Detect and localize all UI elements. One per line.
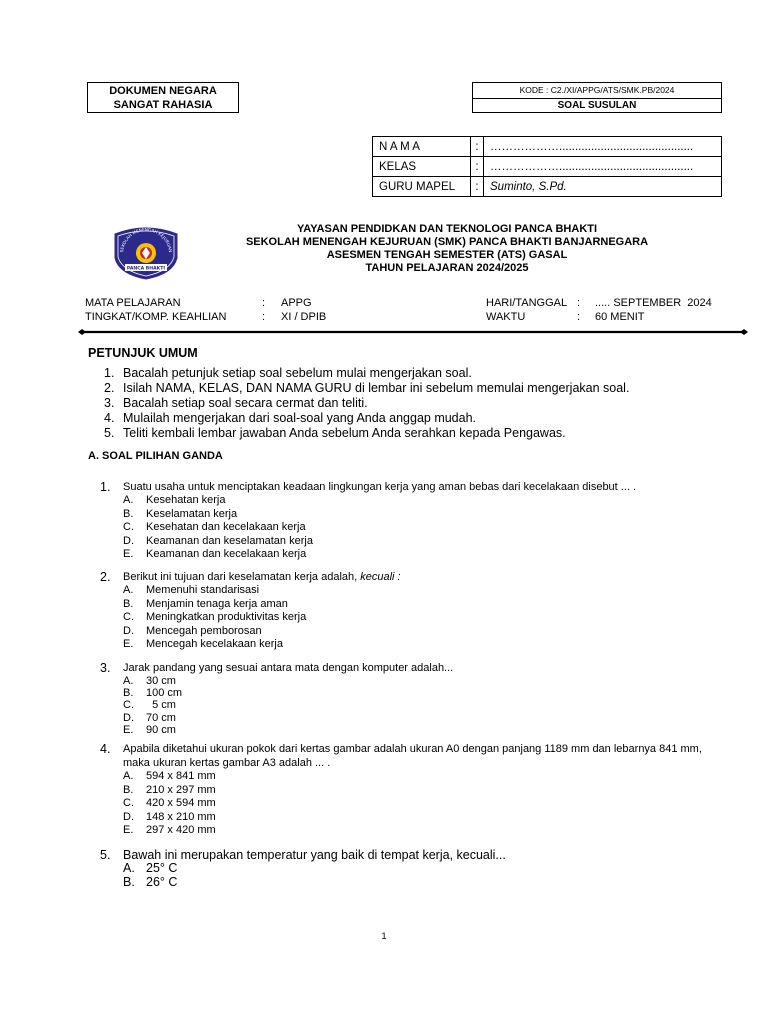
header-line-4: TAHUN PELAJARAN 2024/2025	[365, 262, 529, 274]
meta-separator: :	[577, 297, 581, 309]
answer-option[interactable]: E. Mencegah kecelakaan kerja	[123, 638, 283, 651]
answer-option[interactable]: A. 594 x 841 mm	[123, 770, 216, 782]
identity-label: GURU MAPEL	[373, 177, 471, 197]
instruction-item: 3. Bacalah setiap soal secara cermat dan teliti.	[104, 396, 368, 410]
answer-option[interactable]: A. 25° C	[123, 861, 178, 875]
instruction-item: 4. Mulailah mengerjakan dari soal-soal yang Anda anggap mudah.	[104, 411, 477, 425]
meta-time-label: WAKTU	[486, 311, 526, 323]
answer-options	[123, 862, 720, 889]
question-number: 2.	[100, 570, 111, 584]
question-text: Suatu usaha untuk menciptakan keadaan lingkungan kerja yang aman bebas dari kecelakaan disebut ... .	[123, 481, 637, 493]
classification-box	[87, 82, 239, 113]
meta-date-value: ..... SEPTEMBER 2024	[595, 297, 712, 309]
identity-separator: :	[471, 177, 484, 197]
meta-subject-value: APPG	[281, 297, 312, 309]
question-4	[100, 742, 720, 838]
logo-text: PANCA BHAKTI	[126, 266, 166, 272]
answer-option[interactable]: B. 210 x 297 mm	[123, 783, 216, 796]
meta-time-value: 60 MENIT	[595, 311, 645, 323]
question-number: 5.	[100, 848, 111, 862]
question-text: Jarak pandang yang sesuai antara mata dengan komputer adalah...	[123, 662, 454, 674]
section-title: A. SOAL PILIHAN GANDA	[88, 450, 223, 462]
classification-line-1: DOKUMEN NEGARA	[109, 85, 217, 97]
answer-options	[123, 494, 720, 562]
meta-date-label: HARI/TANGGAL	[486, 297, 568, 309]
document-code: KODE : C2./XI/APPG/ATS/SMK.PB/2024	[473, 83, 721, 99]
answer-option[interactable]: A. Memenuhi standarisasi	[123, 584, 260, 596]
identity-row-class	[373, 157, 722, 177]
school-shield-emblem-icon	[111, 224, 181, 280]
question-number: 4.	[100, 742, 111, 756]
answer-option[interactable]: C. Kesehatan dan kecelakaan kerja	[123, 521, 306, 534]
class-field[interactable]: ………………..........................................	[484, 157, 722, 177]
question-1	[100, 480, 720, 562]
identity-row-teacher	[373, 177, 722, 197]
identity-separator: :	[471, 157, 484, 177]
student-identity-table	[372, 136, 722, 197]
identity-label: N A M A	[373, 137, 471, 157]
answer-option[interactable]: E. 90 cm	[123, 723, 176, 736]
answer-option[interactable]: C. 420 x 594 mm	[123, 797, 216, 810]
code-box	[472, 82, 722, 113]
header-line-1: YAYASAN PENDIDKAN DAN TEKNOLOGI PANCA BHAKTI	[296, 223, 598, 235]
meta-separator: :	[262, 297, 266, 309]
answer-option[interactable]: B. Keselamatan kerja	[123, 507, 238, 520]
instructions-list	[104, 366, 629, 441]
meta-separator: :	[262, 311, 266, 323]
answer-option[interactable]: D. Mencegah pemborosan	[123, 624, 262, 637]
answer-option[interactable]: D. Keamanan dan keselamatan kerja	[123, 534, 313, 547]
answer-option[interactable]: D. 148 x 210 mm	[123, 810, 216, 823]
document-type: SOAL SUSULAN	[557, 100, 637, 111]
instruction-item: 1. Bacalah petunjuk setiap soal sebelum mulai mengerjakan soal.	[104, 366, 472, 380]
answer-options	[123, 584, 720, 652]
identity-row-name	[373, 137, 722, 157]
answer-option[interactable]: B. 100 cm	[123, 687, 183, 700]
answer-option[interactable]: C. Meningkatkan produktivitas kerja	[123, 611, 307, 624]
header-line-2: SEKOLAH MENENGAH KEJURUAN (SMK) PANCA BHAKTI BANJARNEGARA	[245, 236, 649, 248]
meta-separator: :	[577, 311, 581, 323]
question-3	[100, 661, 720, 736]
meta-subject-label: MATA PELAJARAN	[85, 297, 181, 309]
school-header	[200, 223, 694, 275]
instructions-title: PETUNJUK UMUM	[88, 346, 198, 360]
question-5	[100, 848, 720, 889]
teacher-field: Suminto, S.Pd.	[484, 177, 722, 197]
answer-option[interactable]: B. Menjamin tenaga kerja aman	[123, 597, 288, 610]
answer-option[interactable]: E. 297 x 420 mm	[123, 824, 216, 837]
question-text: Apabila diketahui ukuran pokok dari kertas gambar adalah ukuran A0 dengan panjang 1189 mm dan lebarnya 841 mm, maka ukuran kertas gambar A3 adalah ... .	[123, 743, 702, 769]
name-field[interactable]: ………………..........................................	[484, 137, 722, 157]
logo-graphic	[111, 224, 181, 280]
answer-options	[123, 675, 720, 736]
page-number: 1	[381, 931, 387, 941]
identity-separator: :	[471, 137, 484, 157]
answer-option[interactable]: E. Keamanan dan kecelakaan kerja	[123, 548, 307, 561]
answer-option[interactable]: C. 5 cm	[123, 699, 176, 712]
header-divider	[78, 329, 748, 335]
meta-level-value: XI / DPIB	[281, 311, 327, 323]
question-number: 1.	[100, 480, 111, 494]
question-2	[100, 570, 720, 652]
instruction-item: 5. Teliti kembali lembar jawaban Anda sebelum Anda serahkan kepada Pengawas.	[104, 426, 566, 440]
svg-text:SEKOLAH MENENGAH KEJURUAN: SEKOLAH MENENGAH KEJURUAN	[119, 226, 173, 253]
answer-options	[123, 770, 720, 838]
answer-option[interactable]: B. 26° C	[123, 874, 178, 889]
header-line-3: ASESMEN TENGAH SEMESTER (ATS) GASAL	[326, 249, 568, 261]
question-text: Berikut ini tujuan dari keselamatan kerja adalah, kecuali :	[123, 571, 401, 583]
identity-label: KELAS	[373, 157, 471, 177]
instruction-item: 2. Isilah NAMA, KELAS, DAN NAMA GURU di lembar ini sebelum memulai mengerjakan soal.	[104, 381, 630, 395]
classification-line-2: SANGAT RAHASIA	[113, 99, 213, 111]
answer-option[interactable]: A. 30 cm	[123, 675, 176, 687]
meta-level-label: TINGKAT/KOMP. KEAHLIAN	[85, 311, 227, 323]
question-text: Bawah ini merupakan temperatur yang baik di tempat kerja, kecuali...	[123, 848, 506, 862]
answer-option[interactable]: A. Kesehatan kerja	[123, 494, 226, 506]
question-number: 3.	[100, 661, 111, 675]
answer-option[interactable]: D. 70 cm	[123, 711, 176, 724]
